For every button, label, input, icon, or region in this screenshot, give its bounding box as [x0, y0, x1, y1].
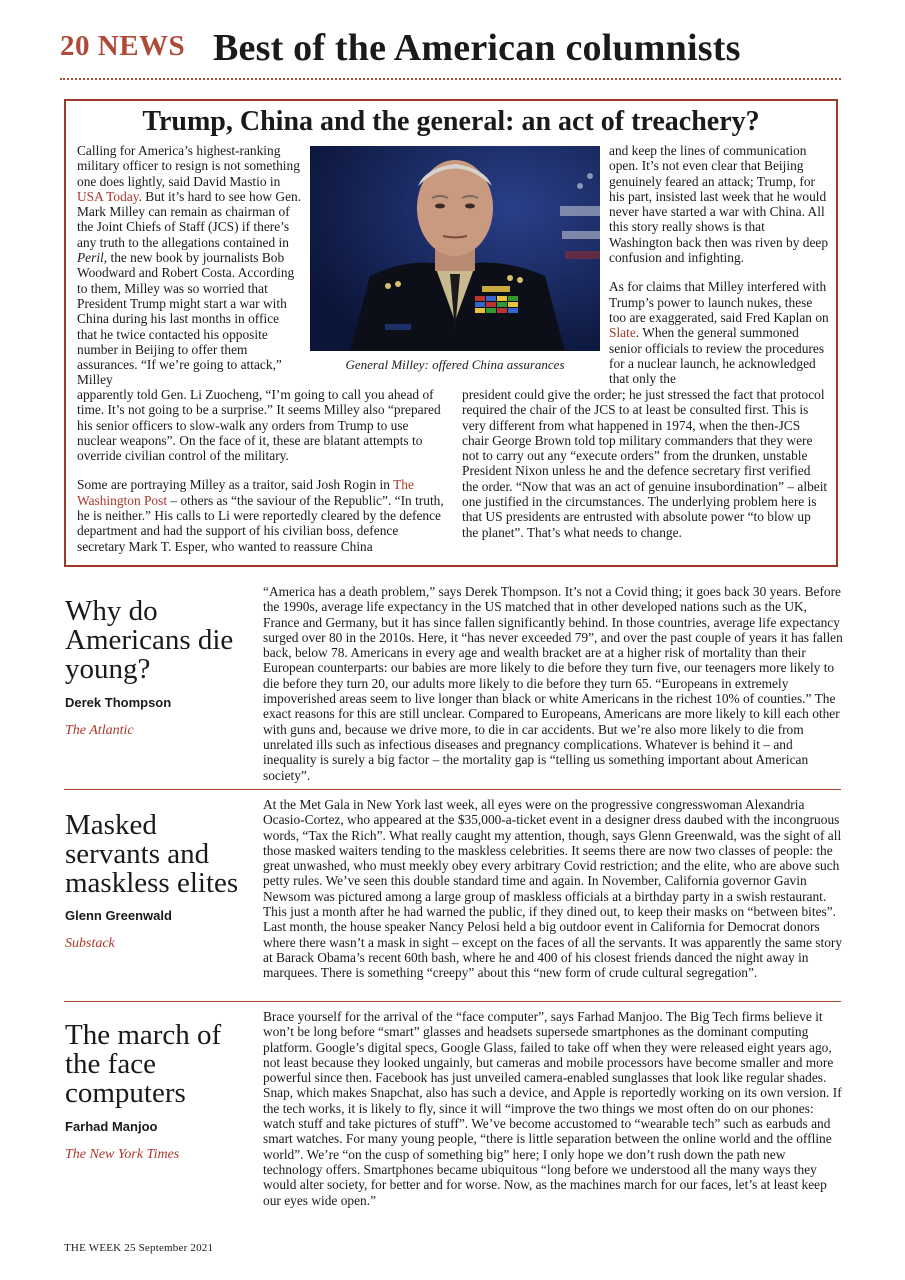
feature-text: Calling for America’s highest-ranking military officer to resign is not something one does lightly, said David Mastio in — [77, 143, 300, 189]
column-body: At the Met Gala in New York last week, all eyes were on the progressive congresswoman Alexandria Ocasio-Cortez, who appeared at the $35,000-a-ticket event in a designer dress daubed with the incongruous words, “Tax the Rich”. What really caught my attention, though, says Glenn Greenwald, was the sight of all those masked waiters tending to the maskless celebrities. It seems there are now two classes of people: the great unwashed, who must meekly obey every arbitrary Covid restriction; and the elite, who are above such petty rules. We’ve seen this double standard time and again. In November, California governor Gavin Newsom was pictured among a large group of maskless officials at a birthday party in a swish restaurant. This just a month after he had warned the public, if they dined out, to keep their masks on “between bites”. Last month, the house speaker Nancy Pelosi held a big outdoor event in California for Democrat donors where there wasn’t a mask in sight – except on the faces of all the servants. It was apparently the same story at Barack Obama’s recent 60th bash, where he and 400 of his closest friends danced the night away in marquees. There is something “creepy” about this “new form of crude cultural segregation”. — [263, 797, 843, 981]
photo-caption: General Milley: offered China assurances — [345, 357, 565, 372]
feature-paragraph: apparently told Gen. Li Zuocheng, “I’m going to call you ahead of time. It’s not going to be a surprise.” It seems Milley also “prepared his senior officers to slow-walk any orders from Trump to use nuclear weapons”. On the face of it, these are blatant attempts to override civilian control of the military. — [77, 387, 441, 464]
column-title: Why do Americans die young? — [65, 595, 234, 685]
section-label: NEWS — [97, 30, 186, 62]
book-title: Peril — [77, 250, 104, 266]
feature-paragraph: and keep the lines of communication open. It’s not even clear that Beijing genuinely feared an attack; Trump, for his part, insisted last week that he would never have started a war with China. All this story really shows is that Washington back then was riven by deep confusion and infighting. — [609, 143, 829, 266]
column-source[interactable]: Substack — [65, 936, 115, 951]
feature-col2-bottom — [462, 387, 830, 540]
source-link-washington-post[interactable]: The Washington Post — [77, 477, 414, 508]
column-author: Farhad Manjoo — [65, 1119, 158, 1134]
feature-paragraph: president could give the order; he just stressed the fact that protocol required the chair of the JCS to at least be consulted first. This is very different from what happened in 1974, when the then-JCS chair George Brown told top military commanders that they were not to carry out any “execute orders” from the drunken, unstable President Nixon unless he and the defence secretary first verified the order. “Now that was an act of genuine insubordination” – albeit one justified in the circumstances. The underlying problem here is that US presidents are entrusted with absolute power “to blow up the planet”. That’s what needs to change. — [462, 387, 828, 540]
column-source[interactable]: The New York Times — [65, 1147, 180, 1162]
feature-paragraph: As for claims that Milley interfered with Trump’s power to launch nukes, these too are exaggerated, said Fred Kaplan on Slate. When the general summoned senior officials to review the procedures for a nuclear launch, he acknowledged that only the — [609, 279, 829, 387]
header-divider — [60, 78, 841, 80]
footer-publication: THE WEEK — [64, 1242, 122, 1254]
column-body: Brace yourself for the arrival of the “face computer”, says Farhad Manjoo. The Big Tech firms believe it won’t be long before “smart” glasses and headsets supersede smartphones as the dominant computing platform. Google’s digital specs, Google Glass, failed to take off when they were released eight years ago, not least because they looked ungainly, but cameras and mobile processors have become smaller and more powerful since then. Facebook has just unveiled camera-enabled sunglasses that look like regular shades. Snap, which makes Snapchat, also has such a device, and Apple is reportedly working on its own version. If the tech works, it is likely to fly, since it will “improve the two things we most often do on our phones: watch stuff and take pictures of stuff”. We’ve become accustomed to “wearable tech” such as earbuds and smart watches. For many young people, “there is little separation between the online world and the offline world”. We’re “on the cusp of something big” here; I only hope we don’t rush down the path new technology offers. Smartphones became ubiquitous “long before we understood all the many ways they would alter society, for better and for worse. Now, as the machines march for our faces, let’s at least keep our eyes wide open.” — [263, 1009, 842, 1208]
page-number-section — [60, 30, 185, 63]
feature-text: , the new book by journalists Bob Woodward and Robert Costa. According to them, Milley was so worried that President Trump might start a war with China during his last months in office that he twice contacted his opposite number in Beijing to offer them assurances. “If we’re going to attack,” Milley — [77, 250, 295, 388]
feature-headline: Trump, China and the general: an act of treachery? — [142, 106, 760, 137]
column-author: Derek Thompson — [65, 695, 172, 710]
column-author: Glenn Greenwald — [65, 908, 172, 923]
portrait-illustration — [310, 146, 600, 351]
page-title: Best of the American columnists — [213, 27, 741, 69]
section-divider — [64, 789, 841, 790]
feature-text: . But it’s hard to see how Gen. Mark Milley can remain as chairman of the Joint Chiefs of Staff (JCS) if there’s any truth to the allegations contained in — [77, 188, 302, 250]
column-title: The march of the face computers — [65, 1019, 222, 1109]
feature-col1-top — [77, 143, 302, 388]
general-milley-photo — [310, 146, 600, 351]
column-title: Masked servants and maskless elites — [65, 809, 239, 899]
column-body: “America has a death problem,” says Derek Thompson. It’s not a Covid thing; it goes back 30 years. Before the 1990s, average life expectancy in the US matched that in other developed nations such as the UK, France and Germany, but it has since fallen significantly behind. In those countries, average life expectancy surged over 80 in the 2010s. Here, it “has never exceeded 79”, and over the past couple of years it has fallen back, below 78. Americans in every age and wealth bracket are at a higher risk of mortality than their European counterparts: our babies are more likely to die before they turn five, our teenagers more likely to die before they turn 20, our adults more likely to die before they turn 65. “Europeans in extremely impoverished areas seem to live longer than black or white Americans in the richest 10% of counties.” The exact reasons for this are still unclear. Compared to Europeans, Americans are more likely to kill each other with guns and, because we drive more, to die in car accidents. But we’re also more likely to die from unrelated ills such as infectious diseases and pregnancy complications. Whatever is behind it – and inequality is surely a big factor – the mortality gap is “telling us something important about American society”. — [263, 584, 843, 783]
footer-date: 25 September 2021 — [124, 1242, 214, 1254]
page-footer — [64, 1242, 213, 1254]
column-source[interactable]: The Atlantic — [65, 723, 134, 738]
feature-col2-top — [609, 143, 829, 386]
source-link-usa-today[interactable]: USA Today — [77, 188, 139, 204]
section-divider — [64, 1001, 841, 1002]
feature-col1-bottom — [77, 387, 449, 568]
feature-paragraph: Some are portraying Milley as a traitor, said Josh Rogin in The Washington Post – others as “the saviour of the Republic”. “In truth, he is neither.” His calls to Li were reportedly cleared by the defence department and had the support of his civilian boss, defence secretary Mark T. Esper, who wanted to reassure China — [77, 477, 444, 554]
page-number: 20 — [60, 30, 90, 62]
source-link-slate[interactable]: Slate — [609, 325, 636, 341]
